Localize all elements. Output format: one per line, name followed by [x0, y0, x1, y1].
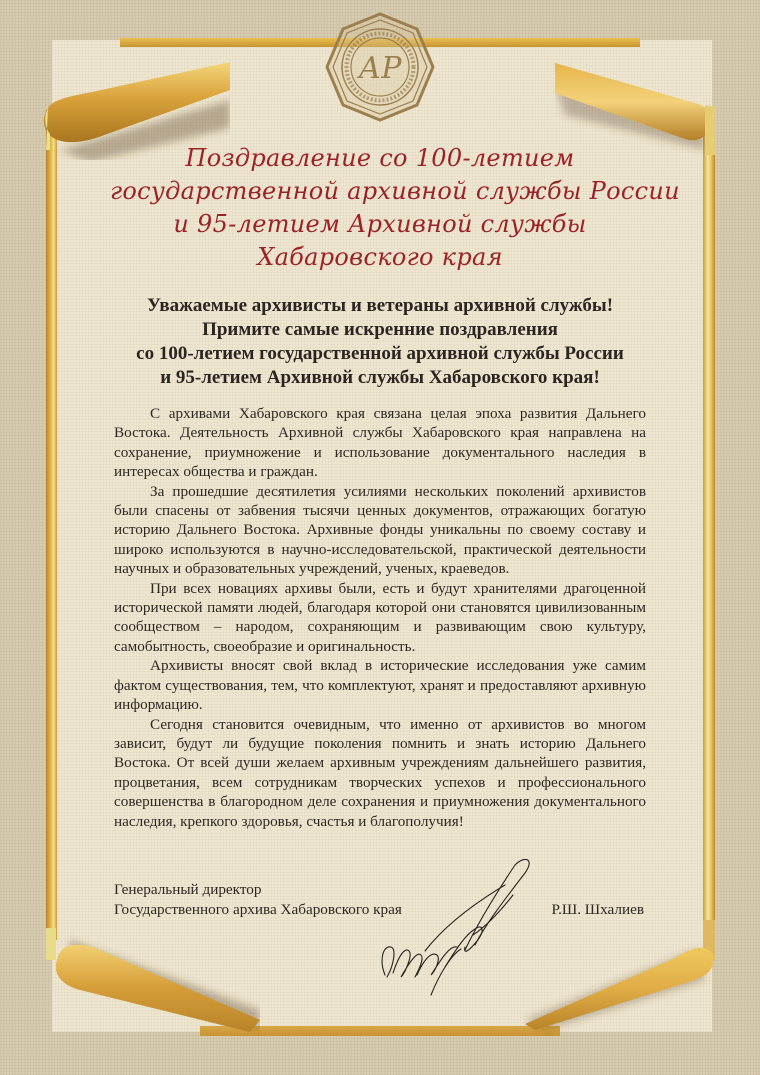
signer-name: Р.Ш. Шхалиев: [551, 901, 644, 918]
greeting-line: Уважаемые архивисты и ветераны архивной службы!: [146, 295, 614, 316]
paragraph: При всех новациях архивы были, есть и будут хранителями драгоценной исторической памяти людей, благодаря которой они становятся цивилизованным сообществом – народом, сохраняющим и развивающим свою культуру, самобытность, своеобразие и оригинальность.: [114, 579, 646, 655]
paragraph: Сегодня становится очевидным, что именно от архивистов во многом зависит, будут ли будущие поколения помнить и знать историю Дальнего Востока. От всей души желаем архивным учреждениям дальнейшего развития, процветания, всем сотрудникам творческих успехов и профессионального совершенства в благородном деле сохранения и приумножения документального наследия, крепкого здоровья, счастья и благополучия!: [114, 715, 646, 830]
medallion-monogram: АР: [358, 51, 402, 86]
letter-body: [114, 404, 646, 831]
handwritten-signature-icon: [365, 855, 545, 1005]
greeting-line: со 100-летием государственной архивной службы России: [136, 343, 624, 364]
gold-frame-right: [703, 110, 715, 940]
paragraph: С архивами Хабаровского края связана целая эпоха развития Дальнего Востока. Деятельность Архивной службы Хабаровского края направлена на сохранение, приумножение и использование документального наследия в интересах общества и граждан.: [114, 405, 646, 481]
paragraph: Архивисты вносят свой вклад в исторические исследования уже самим фактом существования, тем, что комплектуют, хранят и предоставляют архивную информацию.: [114, 657, 646, 714]
archive-service-medallion-icon: [323, 10, 437, 124]
title-line: Поздравление со 100-летием: [185, 144, 575, 172]
title-line: государственной архивной службы России: [110, 177, 680, 205]
greeting-line: Примите самые искренние поздравления: [202, 319, 558, 340]
greeting-line: и 95-летием Архивной службы Хабаровского края!: [160, 367, 600, 388]
gold-frame-left: [46, 110, 57, 940]
signer-position-line1: Генеральный директор: [114, 881, 262, 898]
greeting-block: [110, 294, 650, 390]
document-title: [110, 142, 680, 274]
paragraph: За прошедшие десятилетия усилиями нескольких поколений архивистов были спасены от забвения тысячи ценных документов, отражающих богатую историю Дальнего Востока. Архивные фонды уникальны по своему составу и широко используются в научно-исследовательской, практической деятельности научных и образовательных учреждений, ученых, краеведов.: [114, 482, 646, 578]
signer-position-line2: Государственного архива Хабаровского края: [114, 901, 402, 918]
gold-curl-bottom-left-icon: [40, 920, 260, 1040]
gold-curl-top-right-icon: [555, 55, 730, 155]
title-line: Хабаровского края: [257, 243, 503, 271]
title-line: и 95-летием Архивной службы: [173, 210, 587, 238]
